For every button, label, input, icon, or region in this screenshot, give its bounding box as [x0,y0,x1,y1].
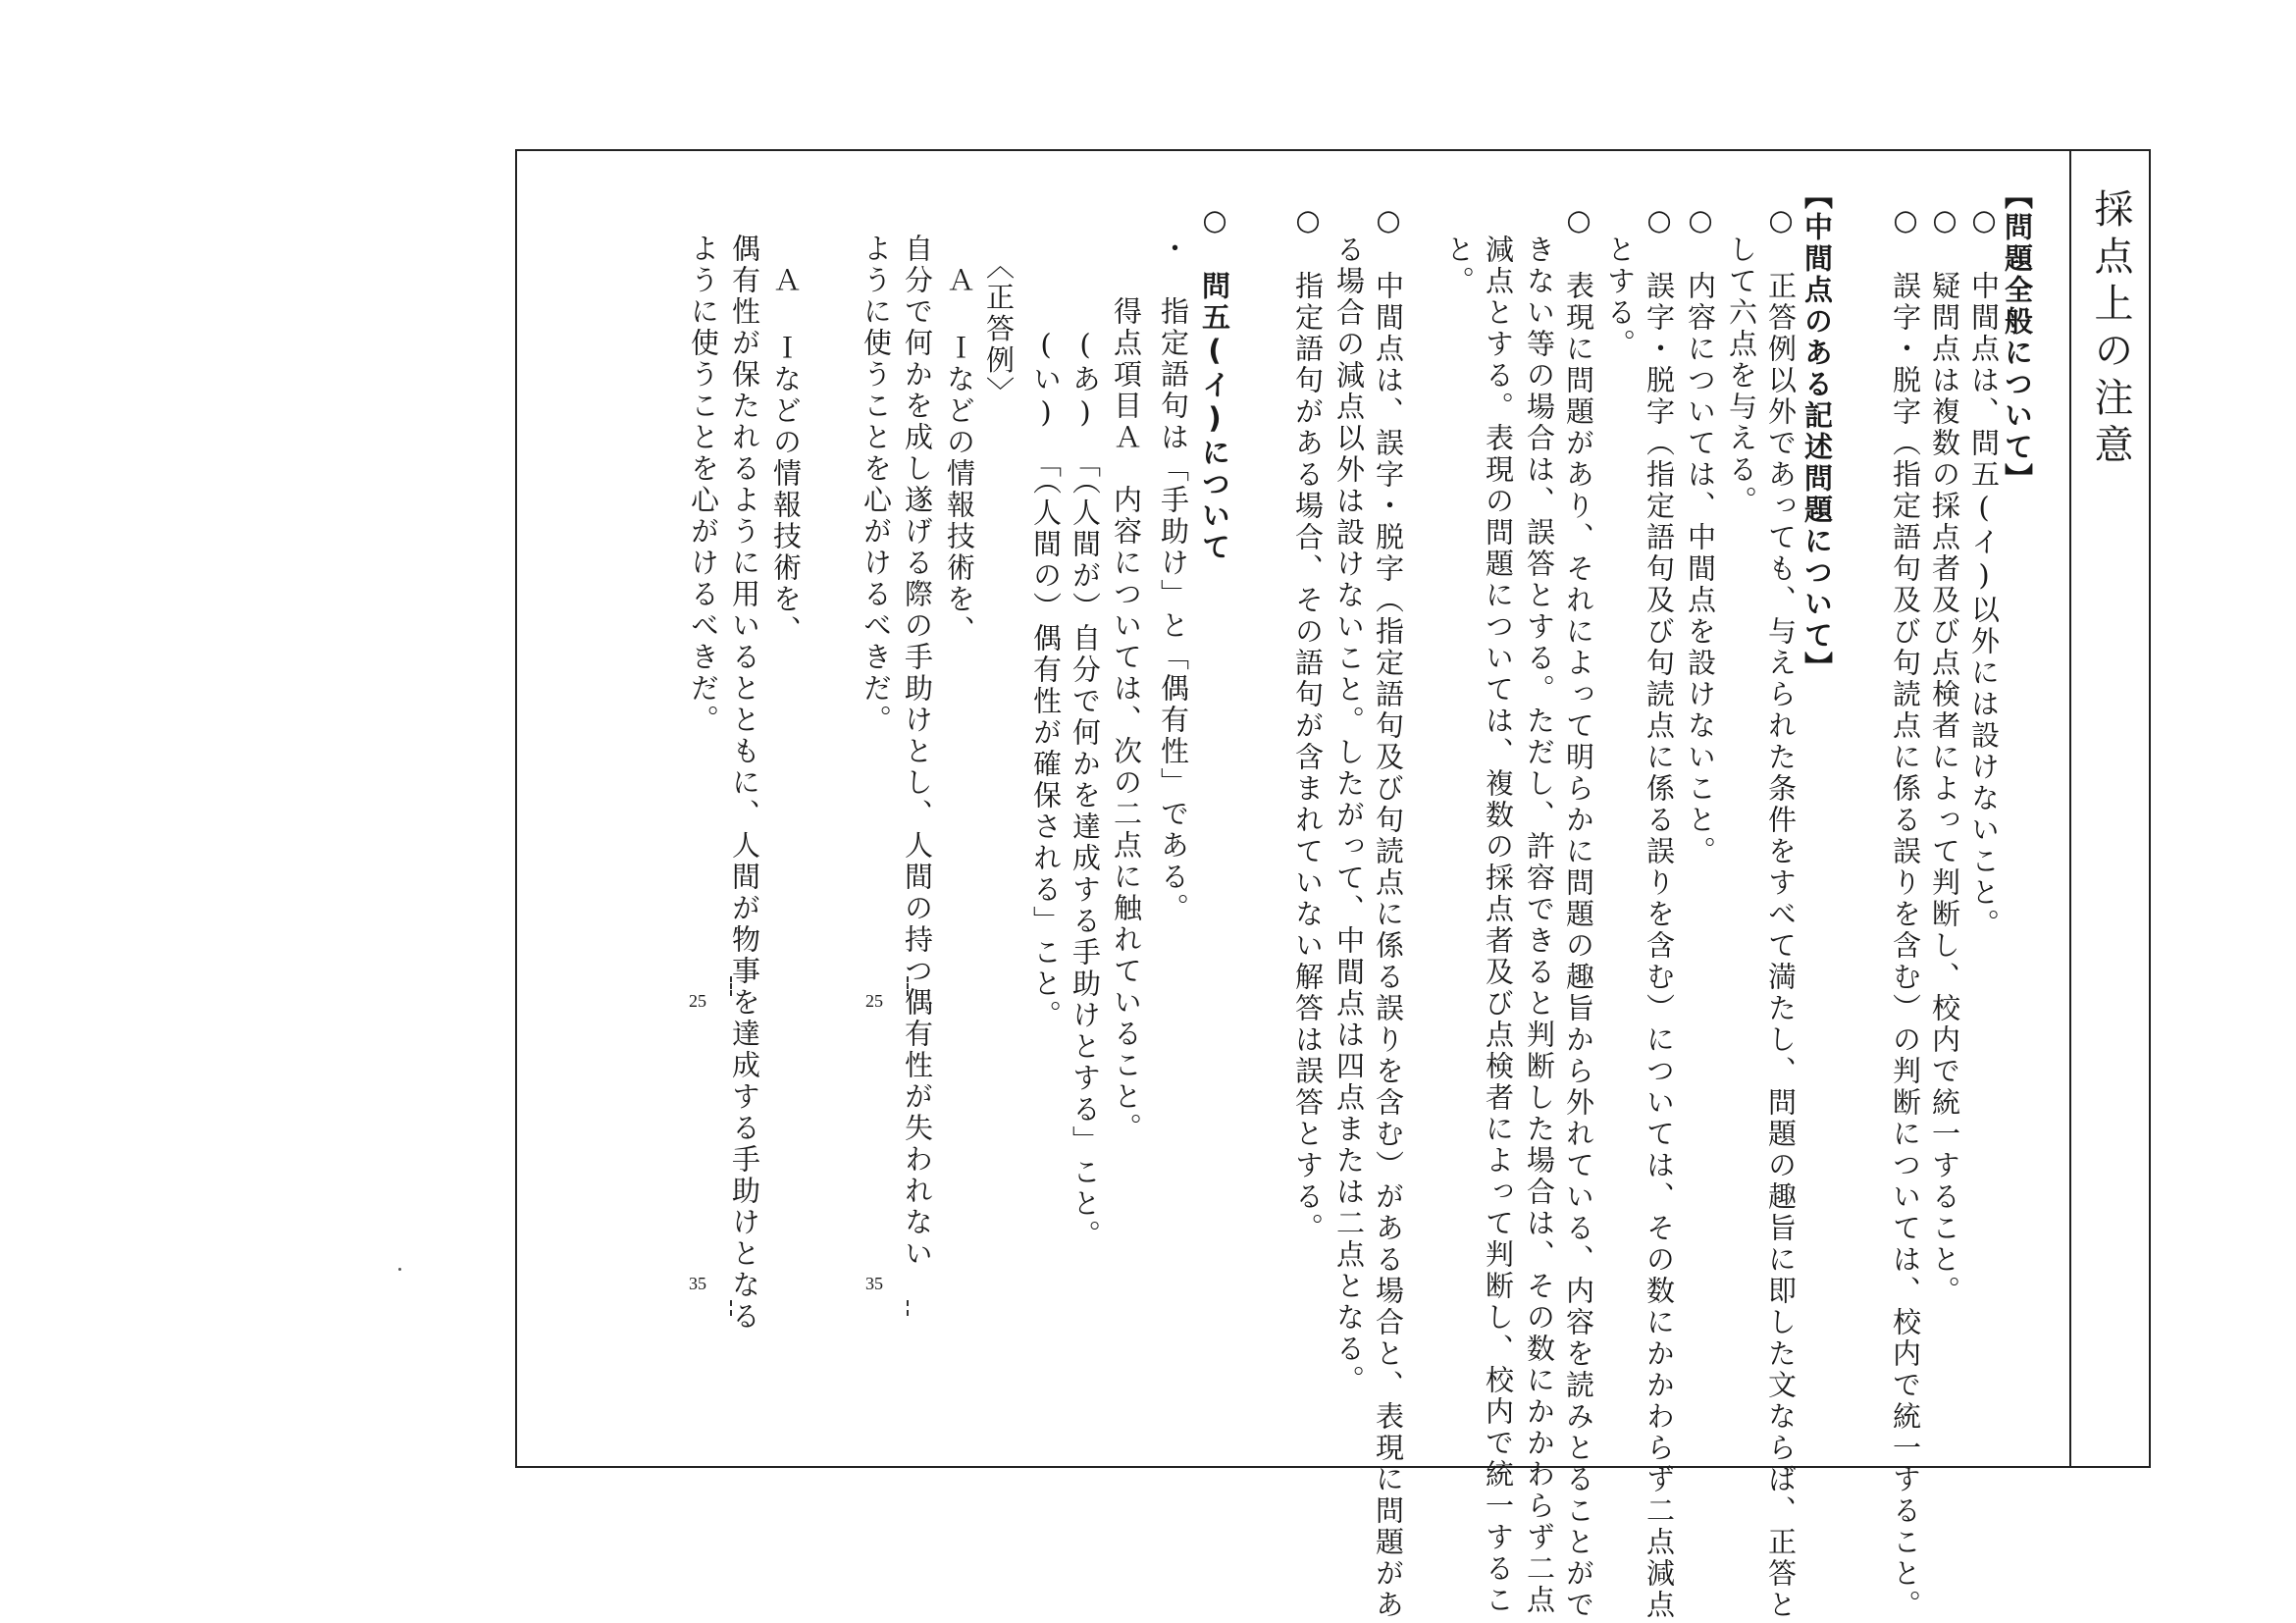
section3-line-6: Ａ Ｉなどの情報技術を、 [943,234,976,647]
section3-line-11: ように使うことを心がけるべきだ。 [687,234,720,736]
section1-heading: 【問題全般について】 [2001,181,2034,495]
count-marker-25-b: 25 [689,991,706,1011]
section2-line-1: ○ 正答例以外であっても、与えられた条件をすべて満たし、問題の趣旨に即した文ならば、正答と [1764,203,1798,1621]
section3-line-8: ように使うことを心がけるべきだ。 [860,234,893,736]
section2-line-11: る場合の減点以外は設けないこと。したがって、中間点は四点または二点となる。 [1332,203,1366,1396]
count-tick-35-a [907,1300,912,1316]
section2-line-3: ○ 内容については、中間点を設けないこと。 [1684,203,1717,867]
section2-line-9: と。 [1442,203,1476,297]
section3-line-5: 〈正答例〉 [982,234,1016,408]
section3-line-9: Ａ Ｉなどの情報技術を、 [769,234,803,647]
section1-item-2: ○ 疑問点は複数の採点者及び点検者によって判断し、校内で統一すること。 [1928,203,1961,1307]
section2-line-8: 減点とする。表現の問題については、複数の採点者及び点検者によって判断し、校内で統一するこ [1482,203,1515,1616]
stray-dot [398,1268,401,1271]
section3-heading: ○ 問五(イ)について [1198,203,1231,563]
section1-item-1: ○ 中間点は、問五(イ)以外には設けないこと。 [1967,203,2001,940]
section2-line-10: ○ 中間点は、誤字・脱字（指定語句及び句読点に係る誤りを含む）がある場合と、表現に問題があ [1372,203,1405,1621]
section2-line-4: ○ 誤字・脱字（指定語句及び句読点に係る誤りを含む）については、その数にかかわらず二点減点 [1643,203,1676,1621]
count-marker-25-a: 25 [865,991,883,1011]
section3-line-1: ・ 指定語句は「手助け」と「偶有性」である。 [1157,234,1190,924]
section2-line-7: きない等の場合は、誤答とする。ただし、許容できると判断した場合は、その数にかかわらず二点 [1523,203,1556,1616]
count-marker-35-b: 35 [689,1274,706,1293]
count-tick-35-b [730,1300,735,1316]
section3-line-10: 偶有性が保たれるように用いるとともに、人間が物事を達成する手助けとなる [728,234,761,1333]
section3-line-3: (あ) 「（人間が）自分で何かを達成する手助けとする」こと。 [1069,234,1102,1251]
count-tick-25-b [730,976,735,996]
section2-heading: 【中間点のある記述問題について】 [1800,181,1834,683]
page-title: 採点上の注意 [2088,188,2133,471]
section3-line-7: 自分で何かを成し遂げる際の手助けとし、人間の持つ偶有性が失われない [901,234,934,1270]
count-tick-25-a [907,976,912,996]
section3-line-2: 得点項目Ａ 内容については、次の二点に触れていること。 [1110,234,1143,1144]
section3-line-4: (い) 「（人間の）偶有性が確保される」こと。 [1029,234,1063,1031]
count-marker-35-a: 35 [865,1274,883,1293]
section2-line-6: ○ 表現に問題があり、それによって明らかに問題の趣旨から外れている、内容を読みとることがで [1562,203,1595,1621]
section1-item-3: ○ 誤字・脱字（指定語句及び句読点に係る誤りを含む）の判断については、校内で統一すること。 [1889,203,1922,1621]
section2-line-2: して六点を与える。 [1725,203,1758,517]
section2-line-12: ○ 指定語句がある場合、その語句が含まれていない解答は誤答とする。 [1291,203,1325,1244]
title-divider [2069,149,2071,1468]
section2-line-5: とする。 [1603,203,1637,360]
